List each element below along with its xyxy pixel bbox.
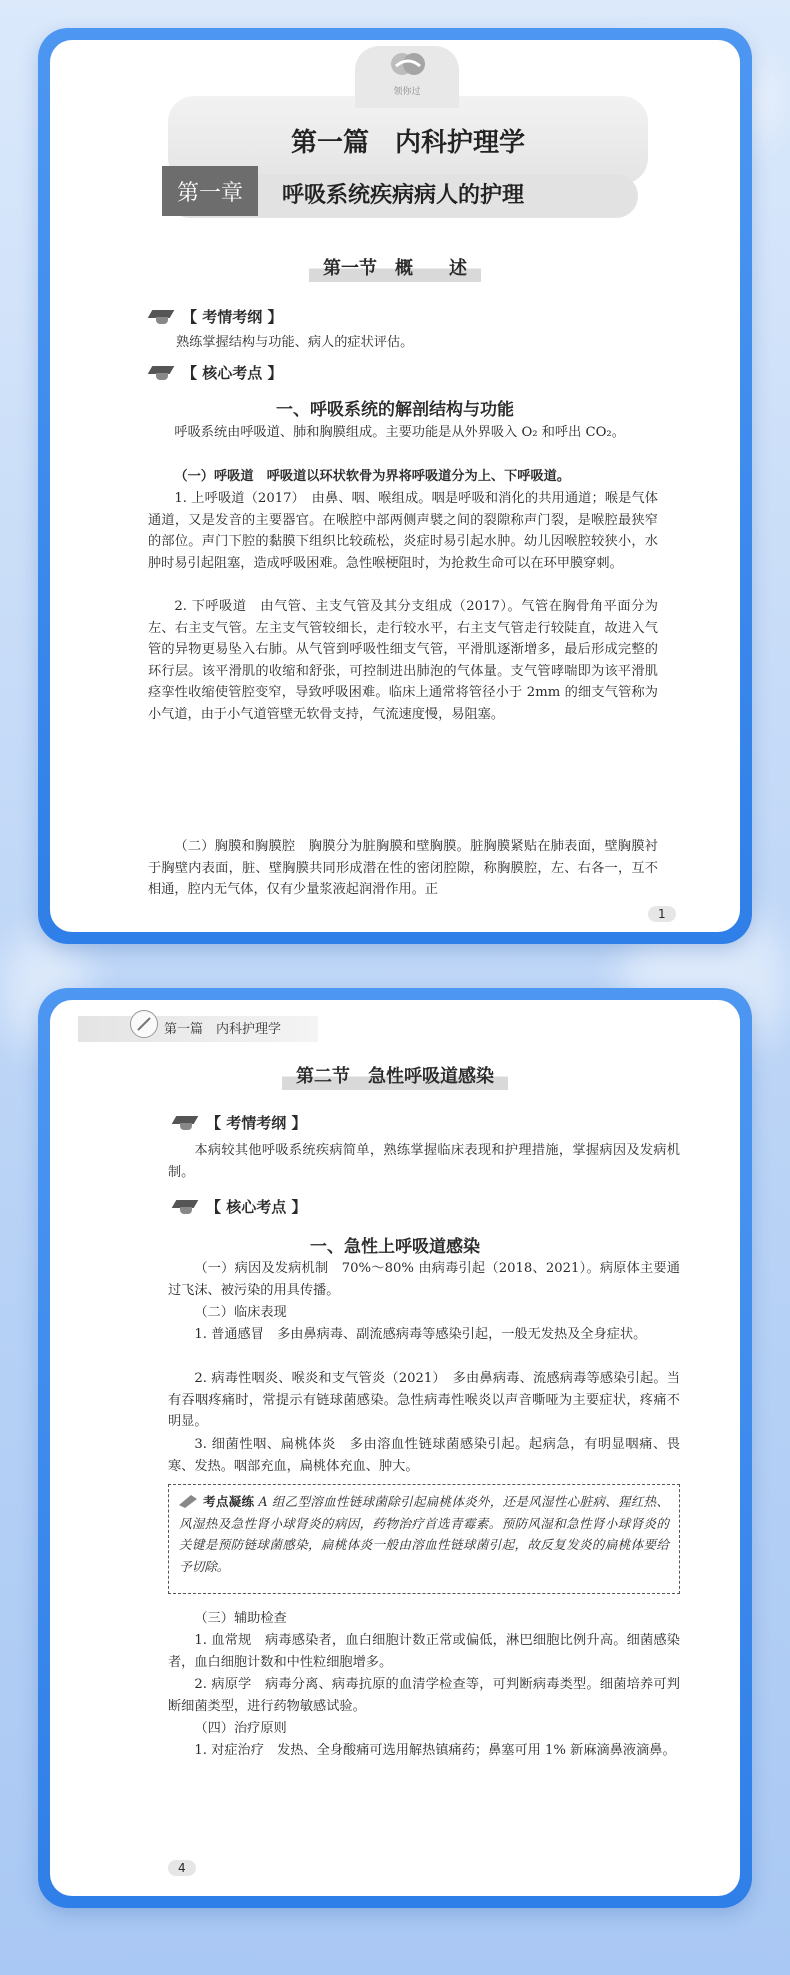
treatment-paragraph: 1. 对症治疗 发热、全身酸痛可选用解热镇痛药；鼻塞可用 1% 新麻滴鼻液滴鼻。 <box>194 1743 676 1758</box>
intro-paragraph: 呼吸系统由呼吸道、肺和胸膜组成。主要功能是从外界吸入 O₂ 和呼出 CO₂。 <box>174 425 625 440</box>
logo-text: 领你过 <box>393 87 421 97</box>
graduation-cap-icon <box>174 1114 200 1132</box>
section-title: 第二节 急性呼吸道感染 <box>50 1060 740 1090</box>
section-title: 第一节 概 述 <box>50 252 740 282</box>
common-cold-paragraph: 1. 普通感冒 多由鼻病毒、副流感病毒等感染引起，一般无发热及全身症状。 <box>194 1327 647 1342</box>
handshake-icon <box>388 50 428 80</box>
exam-outline-text: 熟练掌握结构与功能、病人的症状评估。 <box>176 335 414 350</box>
exam-outline-heading: 【 考情考纲 】 <box>150 306 282 327</box>
core-points-heading: 【 核心考点 】 <box>150 362 282 383</box>
page-2 <box>50 1000 740 1896</box>
clinical-subheading: （二）临床表现 <box>194 1305 287 1320</box>
core-points-heading: 【 核心考点 】 <box>174 1196 306 1217</box>
exam-outline-heading: 【 考情考纲 】 <box>174 1112 306 1133</box>
lower-airway-paragraph: 2. 下呼吸道 由气管、主支气管及其分支组成（2017）。气管在胸骨角平面分为左、右主支气管。左主支气管较细长，走行较水平，右主支气管走行较陡直，故进入气管的异物更易坠入右肺。从气管到呼吸性细支气管，平滑肌逐渐增多，最后形成完整的环行层。该平滑肌的收缩和舒张，可控制进出肺泡的气体量。支气管哮喘即为该平滑肌痉挛性收缩使管腔变窄，导致呼吸困难。临床上通常将管径小于 2mm 的细支气管称为小气道，由于小气道管壁无软骨支持，气流速度慢，易阻塞。 <box>148 599 658 722</box>
page-frame-1 <box>38 28 752 944</box>
exam-outline-text: 本病较其他呼吸系统疾病简单，熟练掌握临床表现和护理措施，掌握病因及发病机制。 <box>168 1143 680 1180</box>
chapter-title: 呼吸系统疾病病人的护理 <box>282 182 525 208</box>
pathogen-paragraph: 2. 病原学 病毒分离、病毒抗原的血清学检查等，可判断病毒类型。细菌培养可判断细菌类型，进行药物敏感试验。 <box>168 1677 680 1714</box>
page-1 <box>50 40 740 932</box>
pleura-paragraph: （二）胸膜和胸膜腔 胸膜分为脏胸膜和壁胸膜。脏胸膜紧贴在肺表面，壁胸膜衬于胸壁内表面，脏、壁胸膜共同形成潜在性的密闭腔隙，称胸膜腔，左、右各一，互不相通，腔内无气体，仅有少量浆液起润滑作用。正 <box>148 839 658 898</box>
respiratory-tract-subheading: （一）呼吸道 呼吸道以环状软骨为界将呼吸道分为上、下呼吸道。 <box>174 469 571 484</box>
upper-airway-paragraph: 1. 上呼吸道（2017） 由鼻、咽、喉组成。咽是呼吸和消化的共用通道；喉是气体通道，又是发音的主要器官。在喉腔中部两侧声襞之间的裂隙称声门裂，是喉腔最狭窄的部位。声门下腔的黏膜下组织比较疏松，炎症时易引起水肿。幼儿因喉腔较狭小，水肿时易引起阻塞，造成呼吸困难。急性喉梗阻时，为抢救生命可以在环甲膜穿刺。 <box>148 491 658 571</box>
graduation-cap-icon <box>150 364 176 382</box>
graduation-cap-icon <box>174 1198 200 1216</box>
treatment-subheading: （四）治疗原则 <box>194 1721 287 1736</box>
chapter-label: 第一章 <box>176 181 243 206</box>
page-number: 1 <box>648 906 676 922</box>
running-header: 第一篇 内科护理学 <box>164 1022 282 1037</box>
tonsillitis-paragraph: 3. 细菌性咽、扁桃体炎 多由溶血性链球菌感染引起。起病急，有明显咽痛、畏寒、发热。咽部充血，扁桃体充血、肿大。 <box>168 1437 680 1474</box>
key-point-text: 考点凝练 A 组乙型溶血性链球菌除引起扁桃体炎外，还是风湿性心脏病、猩红热、风湿热及急性肾小球肾炎的病因，药物治疗首选青霉素。预防风湿和急性肾小球肾炎的关键是预防链球菌感染，扁桃体炎一般由溶血性链球菌引起，故反复发炎的扁桃体要给予切除。 <box>179 1494 669 1574</box>
graduation-cap-icon <box>150 308 176 326</box>
key-point-box <box>168 1484 680 1594</box>
pen-icon <box>130 1010 158 1038</box>
heading-anatomy: 一、呼吸系统的解剖结构与功能 <box>276 400 514 420</box>
pharyngitis-paragraph: 2. 病毒性咽炎、喉炎和支气管炎（2021） 多由鼻病毒、流感病毒等感染引起。当有吞咽疼痛时，常提示有链球菌感染。急性病毒性喉炎以声音嘶哑为主要症状，疼痛不明显。 <box>168 1371 680 1430</box>
aux-exam-subheading: （三）辅助检查 <box>194 1611 287 1626</box>
blood-routine-paragraph: 1. 血常规 病毒感染者，血白细胞计数正常或偏低，淋巴细胞比例升高。细菌感染者，血白细胞计数和中性粒细胞增多。 <box>168 1633 680 1670</box>
part-title: 第一篇 内科护理学 <box>290 128 525 158</box>
page-number: 4 <box>168 1860 196 1876</box>
cause-paragraph: （一）病因及发病机制 70%～80% 由病毒引起（2018、2021）。病原体主要通过飞沫、被污染的用具传播。 <box>168 1261 680 1298</box>
heading-uri: 一、急性上呼吸道感染 <box>310 1237 480 1257</box>
page-frame-2 <box>38 988 752 1908</box>
